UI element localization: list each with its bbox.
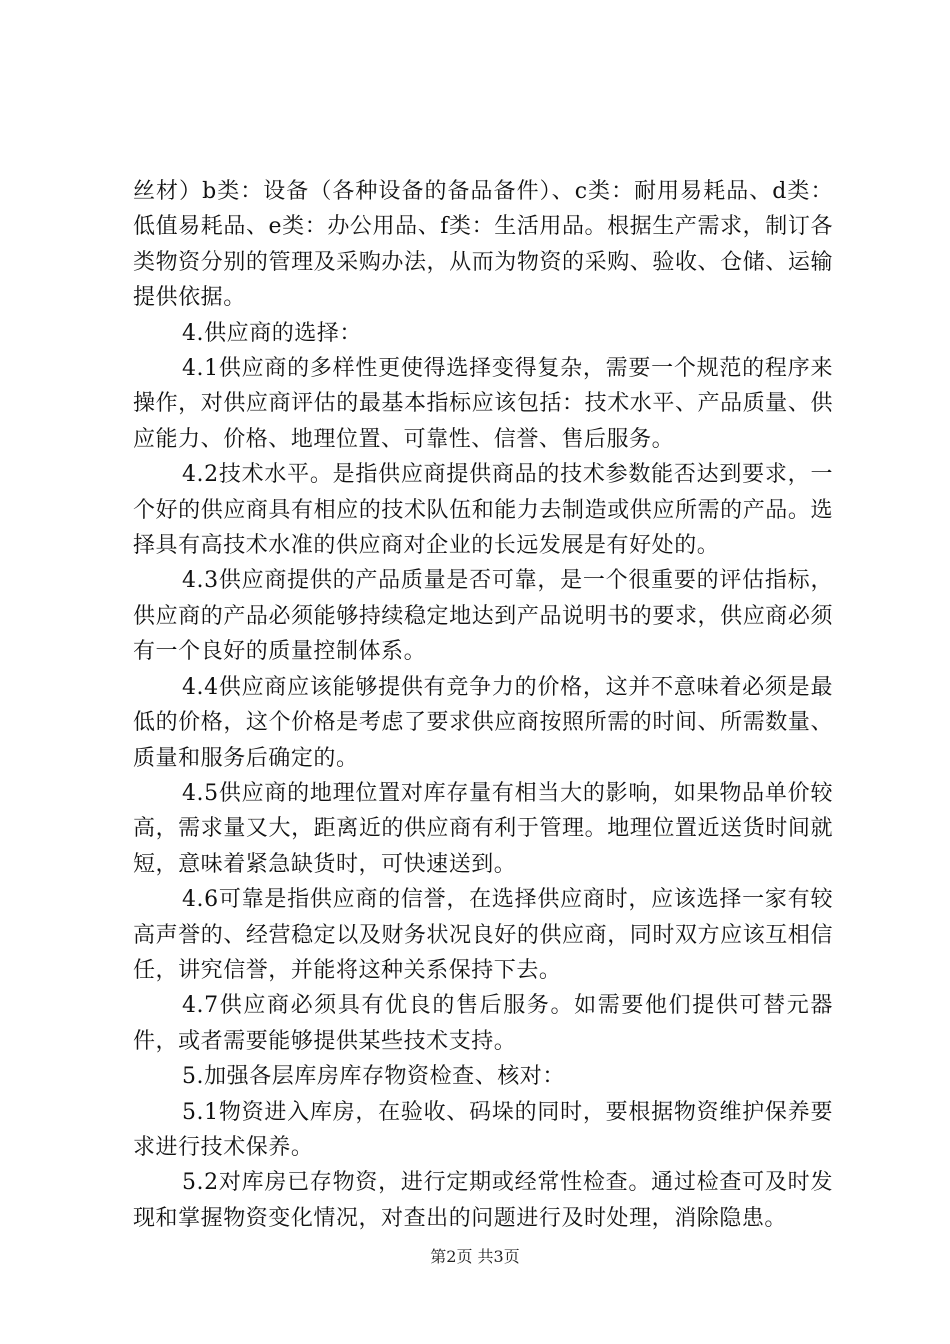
paragraph: 4.2技术水平。是指供应商提供商品的技术参数能否达到要求，一个好的供应商具有相应的技术队伍和能力去制造或供应所需的产品。选择具有高技术水准的供应商对企业的长远发展是有好处的。 (133, 462, 833, 559)
paragraph: 丝材）b类：设备（各种设备的备品备件）、c类：耐用易耗品、d类：低值易耗品、e类：办公用品、f类：生活用品。根据生产需求，制订各类物资分别的管理及采购办法，从而为物资的采购、验收、仓储、运输提供依据。 (133, 179, 833, 311)
paragraph: 4.1供应商的多样性更使得选择变得复杂，需要一个规范的程序来操作，对供应商评估的最基本指标应该包括：技术水平、产品质量、供应能力、价格、地理位置、可靠性、信誉、售后服务。 (133, 356, 833, 452)
paragraph: 4.6可靠是指供应商的信誉，在选择供应商时，应该选择一家有较高声誉的、经营稳定以及财务状况良好的供应商，同时双方应该互相信任，讲究信誉，并能将这种关系保持下去。 (133, 887, 833, 983)
paragraph: 5.2对库房已存物资，进行定期或经常性检查。通过检查可及时发现和掌握物资变化情况，对查出的问题进行及时处理，消除隐患。 (133, 1170, 833, 1231)
paragraph: 4.5供应商的地理位置对库存量有相当大的影响，如果物品单价较高，需求量又大，距离近的供应商有利于管理。地理位置近送货时间就短，意味着紧急缺货时，可快速送到。 (133, 780, 833, 877)
page-footer: 第2页 共3页 (430, 1247, 520, 1266)
paragraph: 4.3供应商提供的产品质量是否可靠，是一个很重要的评估指标，供应商的产品必须能够持续稳定地达到产品说明书的要求，供应商必须有一个良好的质量控制体系。 (133, 568, 833, 665)
section-heading: 4.供应商的选择： (182, 320, 362, 346)
paragraph: 5.1物资进入库房，在验收、码垛的同时，要根据物资维护保养要求进行技术保养。 (133, 1099, 833, 1160)
paragraph: 4.4供应商应该能够提供有竞争力的价格，这并不意味着必须是最低的价格，这个价格是考虑了要求供应商按照所需的时间、所需数量、质量和服务后确定的。 (133, 674, 833, 771)
paragraph: 4.7供应商必须具有优良的售后服务。如需要他们提供可替元器件，或者需要能够提供某些技术支持。 (133, 993, 833, 1054)
document-body (133, 174, 833, 1236)
section-heading: 5.加强各层库房库存物资检查、核对： (182, 1064, 565, 1090)
